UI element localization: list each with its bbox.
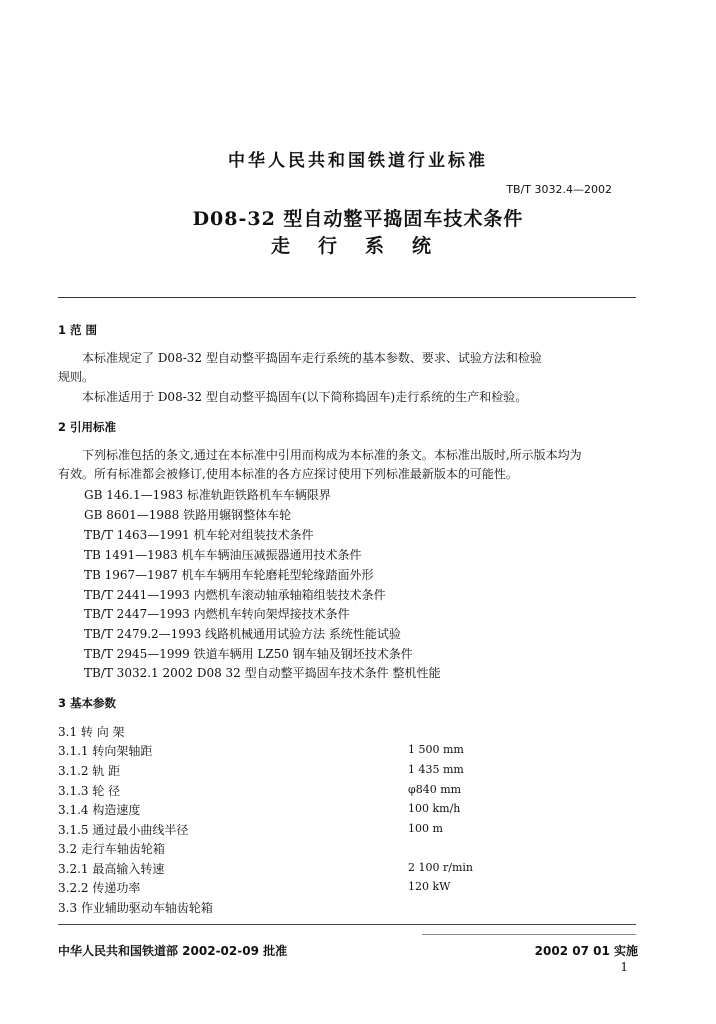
parameter-label: 3.2.2 传递功率 (58, 881, 141, 895)
footer-divider-short (422, 934, 636, 935)
parameter-label: 3.3 作业辅助驱动车轴齿轮箱 (58, 901, 213, 915)
reference-item: TB 1491—1983 机车车辆油压减振器通用技术条件 (84, 548, 362, 562)
document-title: D08-32 型自动整平捣固车技术条件 (192, 208, 524, 230)
section-1-paragraph-1: 本标准规定了 D08-32 型自动整平捣固车走行系统的基本参数、要求、试验方法和检验 (82, 351, 542, 365)
standard-organization-title: 中华人民共和国铁道行业标准 (228, 151, 488, 171)
section-2-heading: 2 引用标准 (58, 420, 117, 434)
reference-item: TB 1967—1987 机车车辆用车轮磨耗型轮缘踏面外形 (84, 568, 374, 582)
reference-item: TB/T 1463—1991 机车轮对组装技术条件 (84, 528, 314, 542)
page-number: 1 (620, 960, 628, 974)
parameter-label: 3.2 走行车轴齿轮箱 (58, 842, 165, 856)
parameter-value: 1 435 mm (408, 763, 464, 776)
section-1-heading: 1 范 围 (58, 323, 98, 337)
reference-item: TB/T 2945—1999 铁道车辆用 LZ50 钢车轴及钢坯技术条件 (84, 647, 413, 661)
document-subtitle: 走行系统 (270, 235, 459, 257)
parameter-value: 100 km/h (408, 802, 461, 815)
reference-item: TB/T 2479.2—1993 线路机械通用试验方法 系统性能试验 (84, 627, 401, 641)
footer-divider (58, 924, 636, 925)
parameter-value: 120 kW (408, 880, 451, 893)
parameter-value: 2 100 r/min (408, 861, 473, 874)
section-3-heading: 3 基本参数 (58, 696, 117, 710)
parameter-label: 3.1.2 轨 距 (58, 764, 121, 778)
reference-item: TB/T 2447—1993 内燃机车转向架焊接技术条件 (84, 607, 350, 621)
parameter-value: φ840 mm (408, 783, 462, 796)
parameter-label: 3.1.3 轮 径 (58, 784, 121, 798)
section-2-paragraph-continued: 有效。所有标准都会被修订,使用本标准的各方应探讨使用下列标准最新版本的可能性。 (58, 467, 518, 481)
reference-item: GB 8601—1988 铁路用辗钢整体车轮 (84, 508, 292, 522)
parameter-label: 3.1.1 转向架轴距 (58, 744, 153, 758)
parameter-value: 1 500 mm (408, 743, 464, 756)
section-1-paragraph-1-continued: 规则。 (58, 370, 95, 384)
implementation-date: 2002 07 01 实施 (534, 944, 638, 958)
reference-item: GB 146.1—1983 标准轨距铁路机车车辆限界 (84, 488, 331, 502)
parameter-label: 3.2.1 最高输入转速 (58, 862, 165, 876)
reference-item: TB/T 3032.1 2002 D08 32 型自动整平捣固车技术条件 整机性能 (84, 666, 441, 680)
section-1-paragraph-2: 本标准适用于 D08-32 型自动整平捣固车(以下简称捣固车)走行系统的生产和检验。 (82, 390, 528, 404)
section-2-paragraph: 下列标准包括的条文,通过在本标准中引用而构成为本标准的条文。本标准出版时,所示版本均为 (82, 448, 582, 462)
standard-code: TB/T 3032.4—2002 (506, 183, 612, 196)
header-divider (58, 297, 636, 298)
parameter-label: 3.1 转 向 架 (58, 725, 125, 739)
approval-statement: 中华人民共和国铁道部 2002-02-09 批准 (58, 944, 288, 958)
parameter-label: 3.1.5 通过最小曲线半径 (58, 823, 189, 837)
parameter-label: 3.1.4 构造速度 (58, 803, 141, 817)
parameter-value: 100 m (408, 822, 443, 835)
reference-item: TB/T 2441—1993 内燃机车滚动轴承轴箱组装技术条件 (84, 588, 386, 602)
